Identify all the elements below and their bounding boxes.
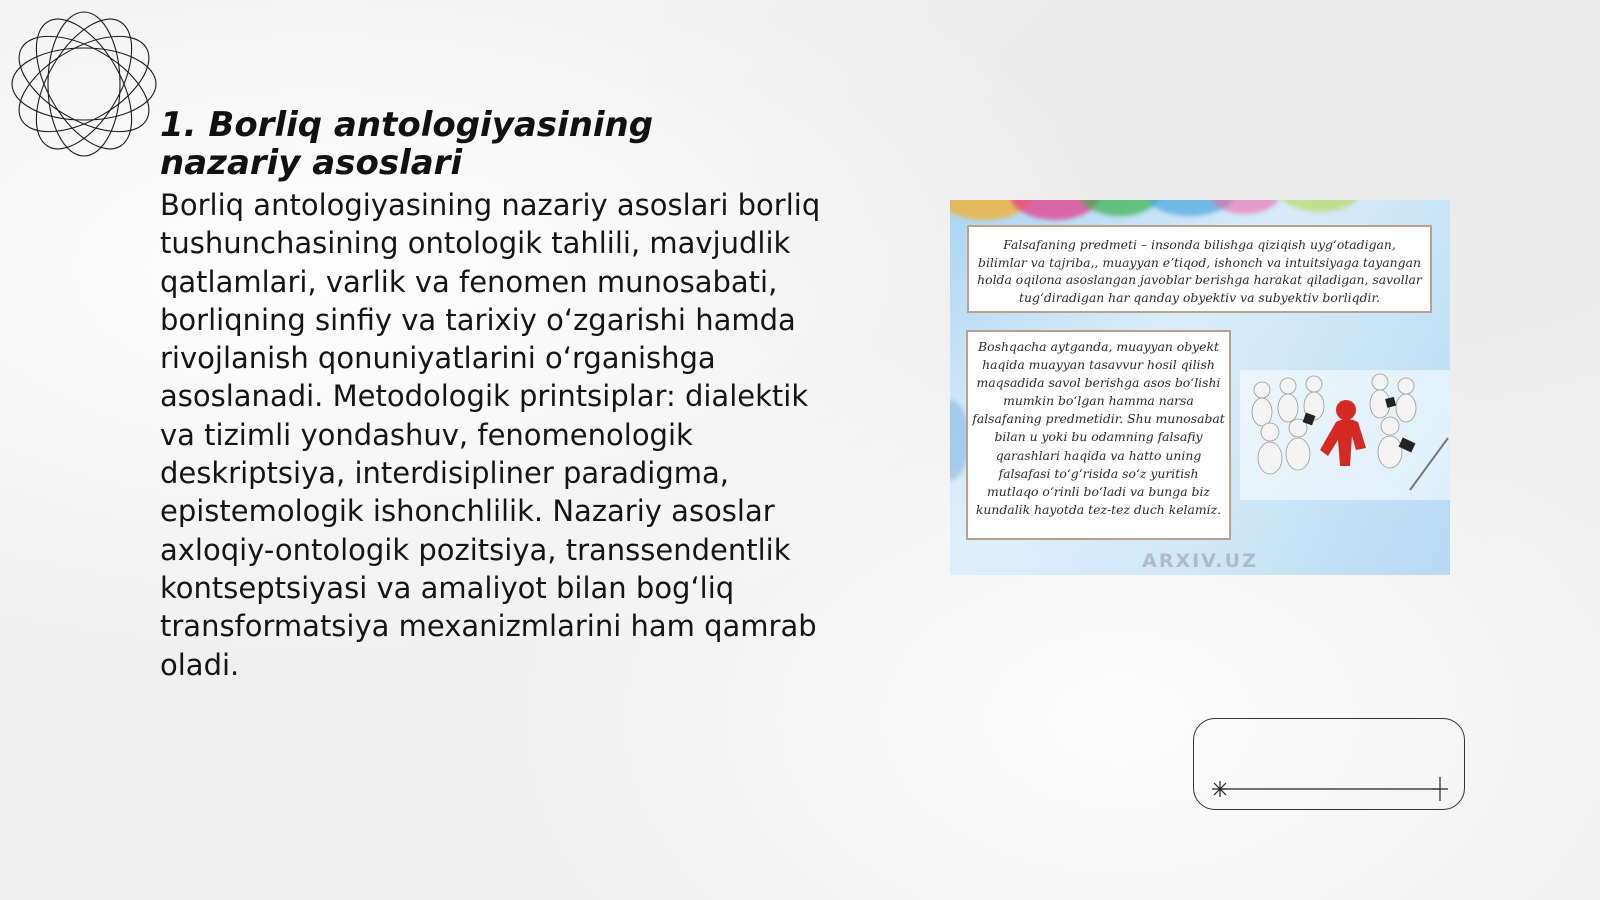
color-splash-decoration <box>1280 200 1360 212</box>
star-icon <box>1432 777 1448 801</box>
orbit-rings-decoration <box>8 8 160 160</box>
definition-card: Falsafaning predmeti – insonda bilishga qiziqish uygʻotadigan, bilimlar va tajriba,, muayyan eʼtiqod, ishonch va intuitsiyaga tayangan holda oqilona asoslangan javoblar berishga harakat qiladigan, savollar tugʻdiradigan har qanday obyektiv va subyektiv borliqdir. <box>967 225 1432 313</box>
decorative-line-frame <box>1193 718 1465 810</box>
slide-body-text: Borliq antologiyasining nazariy asoslari borliq tushunchasining ontologik tahlili, mavjudlik qatlamlari, varlik va fenomen munosabati, borliqning sinfiy va tarixiy oʻzgarishi hamda rivojlanish qonuniyatlarini oʻrganishga asoslanadi. Metodologik printsiplar: dialektik va tizimli yondashuv, fenomenologik deskriptsiya, interdisipliner paradigma, epistemologik ishonchlilik. Nazariy asoslar axloqiy-ontologik pozitsiya, transsendentlik kontseptsiyasi va amaliyot bilan bogʻliq transformatsiya mexanizmlarini ham qamrab oladi. <box>160 188 821 682</box>
line-decoration <box>1194 719 1466 811</box>
slide-title: 1. Borliq antologiyasining nazariy asoslari <box>160 105 654 183</box>
explanation-card: Boshqacha aytganda, muayyan obyekt haqida muayyan tasavvur hosil qilish maqsadida savol berishga asos boʻlishi mumkin boʻlgan hamma narsa falsafaning predmetidir. Shu munosabat bilan u yoki bu odamning falsafiy qarashlari haqida va hatto uning falsafasi toʻgʻrisida soʻz yuritish mutlaqo oʻrinli boʻladi va bunga biz kundalik hayotda tez-tez duch kelamiz. <box>966 330 1231 540</box>
sparkle-icon <box>1212 781 1228 797</box>
illustration-image <box>950 200 1450 575</box>
crowd-illustration <box>1240 370 1450 500</box>
watermark-text: ARXIV.UZ <box>1142 550 1258 572</box>
color-splash-decoration <box>1210 200 1280 214</box>
